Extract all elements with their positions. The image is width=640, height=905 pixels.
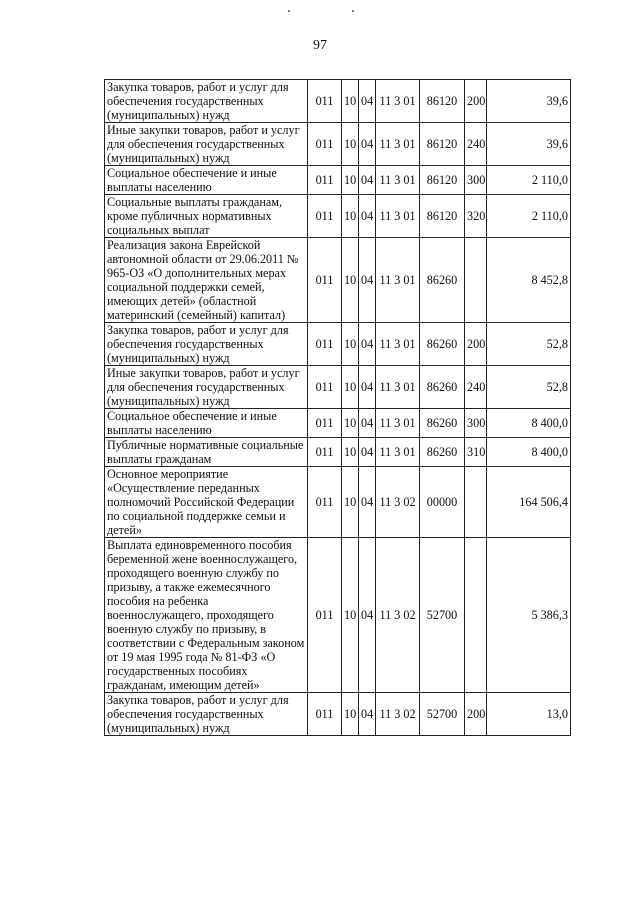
table-row	[105, 409, 571, 438]
ministry-code: 011	[308, 467, 342, 538]
program-code: 11 3 02	[376, 538, 420, 693]
expense-type-code	[465, 238, 487, 323]
program-code: 11 3 01	[376, 166, 420, 195]
amount: 8 400,0	[487, 438, 571, 467]
direction-code: 86260	[420, 438, 465, 467]
row-name: Выплата единовременного пособия беременной жене военнослужащего, проходящего военную службу по призыву, а также ежемесячного пособия на ребенка военнослужащего, проходящего военную службу по призыву, в соответствии с Федеральным законом от 19 мая 1995 года № 81-ФЗ «О государственных пособиях гражданам, имеющим детей»	[105, 538, 308, 693]
subsection-code: 04	[359, 538, 376, 693]
program-code: 11 3 01	[376, 438, 420, 467]
direction-code: 86120	[420, 80, 465, 123]
subsection-code: 04	[359, 693, 376, 736]
section-code: 10	[342, 238, 359, 323]
row-name: Закупка товаров, работ и услуг для обеспечения государственных (муниципальных) нужд	[105, 80, 308, 123]
expense-type-code: 200	[465, 323, 487, 366]
program-code: 11 3 01	[376, 238, 420, 323]
row-name: Основное мероприятие «Осуществление переданных полномочий Российской Федерации по социальной поддержке семьи и детей»	[105, 467, 308, 538]
program-code: 11 3 01	[376, 323, 420, 366]
direction-code: 86120	[420, 123, 465, 166]
expense-type-code	[465, 467, 487, 538]
ministry-code: 011	[308, 123, 342, 166]
amount: 52,8	[487, 323, 571, 366]
table-row	[105, 693, 571, 736]
amount: 39,6	[487, 80, 571, 123]
row-name: Закупка товаров, работ и услуг для обеспечения государственных (муниципальных) нужд	[105, 693, 308, 736]
row-name: Иные закупки товаров, работ и услуг для обеспечения государственных (муниципальных) нужд	[105, 366, 308, 409]
scan-mark	[288, 10, 290, 12]
direction-code: 86120	[420, 166, 465, 195]
program-code: 11 3 01	[376, 123, 420, 166]
section-code: 10	[342, 80, 359, 123]
amount: 5 386,3	[487, 538, 571, 693]
subsection-code: 04	[359, 80, 376, 123]
direction-code: 00000	[420, 467, 465, 538]
table-row	[105, 238, 571, 323]
subsection-code: 04	[359, 166, 376, 195]
section-code: 10	[342, 323, 359, 366]
subsection-code: 04	[359, 195, 376, 238]
amount: 13,0	[487, 693, 571, 736]
ministry-code: 011	[308, 538, 342, 693]
expense-type-code: 300	[465, 166, 487, 195]
ministry-code: 011	[308, 323, 342, 366]
subsection-code: 04	[359, 366, 376, 409]
subsection-code: 04	[359, 323, 376, 366]
amount: 164 506,4	[487, 467, 571, 538]
section-code: 10	[342, 538, 359, 693]
program-code: 11 3 01	[376, 195, 420, 238]
table-row	[105, 366, 571, 409]
section-code: 10	[342, 166, 359, 195]
program-code: 11 3 01	[376, 366, 420, 409]
amount: 52,8	[487, 366, 571, 409]
subsection-code: 04	[359, 409, 376, 438]
expense-type-code: 200	[465, 80, 487, 123]
expense-type-code: 320	[465, 195, 487, 238]
expense-type-code: 240	[465, 366, 487, 409]
direction-code: 86260	[420, 238, 465, 323]
row-name: Реализация закона Еврейской автономной области от 29.06.2011 № 965-ОЗ «О дополнительных мерах социальной поддержки семей, имеющих детей» (областной материнский (семейный) капитал)	[105, 238, 308, 323]
ministry-code: 011	[308, 166, 342, 195]
table-row	[105, 195, 571, 238]
direction-code: 86260	[420, 366, 465, 409]
table-row	[105, 467, 571, 538]
ministry-code: 011	[308, 438, 342, 467]
table-body	[105, 80, 571, 736]
ministry-code: 011	[308, 693, 342, 736]
amount: 2 110,0	[487, 166, 571, 195]
subsection-code: 04	[359, 467, 376, 538]
direction-code: 52700	[420, 538, 465, 693]
amount: 2 110,0	[487, 195, 571, 238]
section-code: 10	[342, 366, 359, 409]
section-code: 10	[342, 409, 359, 438]
program-code: 11 3 01	[376, 80, 420, 123]
direction-code: 52700	[420, 693, 465, 736]
program-code: 11 3 02	[376, 467, 420, 538]
row-name: Закупка товаров, работ и услуг для обеспечения государственных (муниципальных) нужд	[105, 323, 308, 366]
table-row	[105, 80, 571, 123]
ministry-code: 011	[308, 409, 342, 438]
section-code: 10	[342, 467, 359, 538]
table-row	[105, 166, 571, 195]
table-row	[105, 123, 571, 166]
table-row	[105, 538, 571, 693]
ministry-code: 011	[308, 366, 342, 409]
row-name: Социальное обеспечение и иные выплаты населению	[105, 166, 308, 195]
amount: 8 400,0	[487, 409, 571, 438]
ministry-code: 011	[308, 195, 342, 238]
section-code: 10	[342, 693, 359, 736]
program-code: 11 3 02	[376, 693, 420, 736]
section-code: 10	[342, 438, 359, 467]
section-code: 10	[342, 195, 359, 238]
direction-code: 86260	[420, 409, 465, 438]
subsection-code: 04	[359, 123, 376, 166]
subsection-code: 04	[359, 438, 376, 467]
row-name: Иные закупки товаров, работ и услуг для обеспечения государственных (муниципальных) нужд	[105, 123, 308, 166]
expense-type-code: 200	[465, 693, 487, 736]
scan-mark	[352, 10, 354, 12]
ministry-code: 011	[308, 80, 342, 123]
ministry-code: 011	[308, 238, 342, 323]
table-row	[105, 323, 571, 366]
expense-type-code	[465, 538, 487, 693]
direction-code: 86120	[420, 195, 465, 238]
expense-type-code: 240	[465, 123, 487, 166]
section-code: 10	[342, 123, 359, 166]
amount: 8 452,8	[487, 238, 571, 323]
budget-table	[104, 79, 571, 736]
program-code: 11 3 01	[376, 409, 420, 438]
direction-code: 86260	[420, 323, 465, 366]
table-row	[105, 438, 571, 467]
expense-type-code: 310	[465, 438, 487, 467]
amount: 39,6	[487, 123, 571, 166]
row-name: Социальные выплаты гражданам, кроме публичных нормативных социальных выплат	[105, 195, 308, 238]
expense-type-code: 300	[465, 409, 487, 438]
subsection-code: 04	[359, 238, 376, 323]
row-name: Публичные нормативные социальные выплаты гражданам	[105, 438, 308, 467]
page-number: 97	[313, 38, 327, 53]
row-name: Социальное обеспечение и иные выплаты населению	[105, 409, 308, 438]
